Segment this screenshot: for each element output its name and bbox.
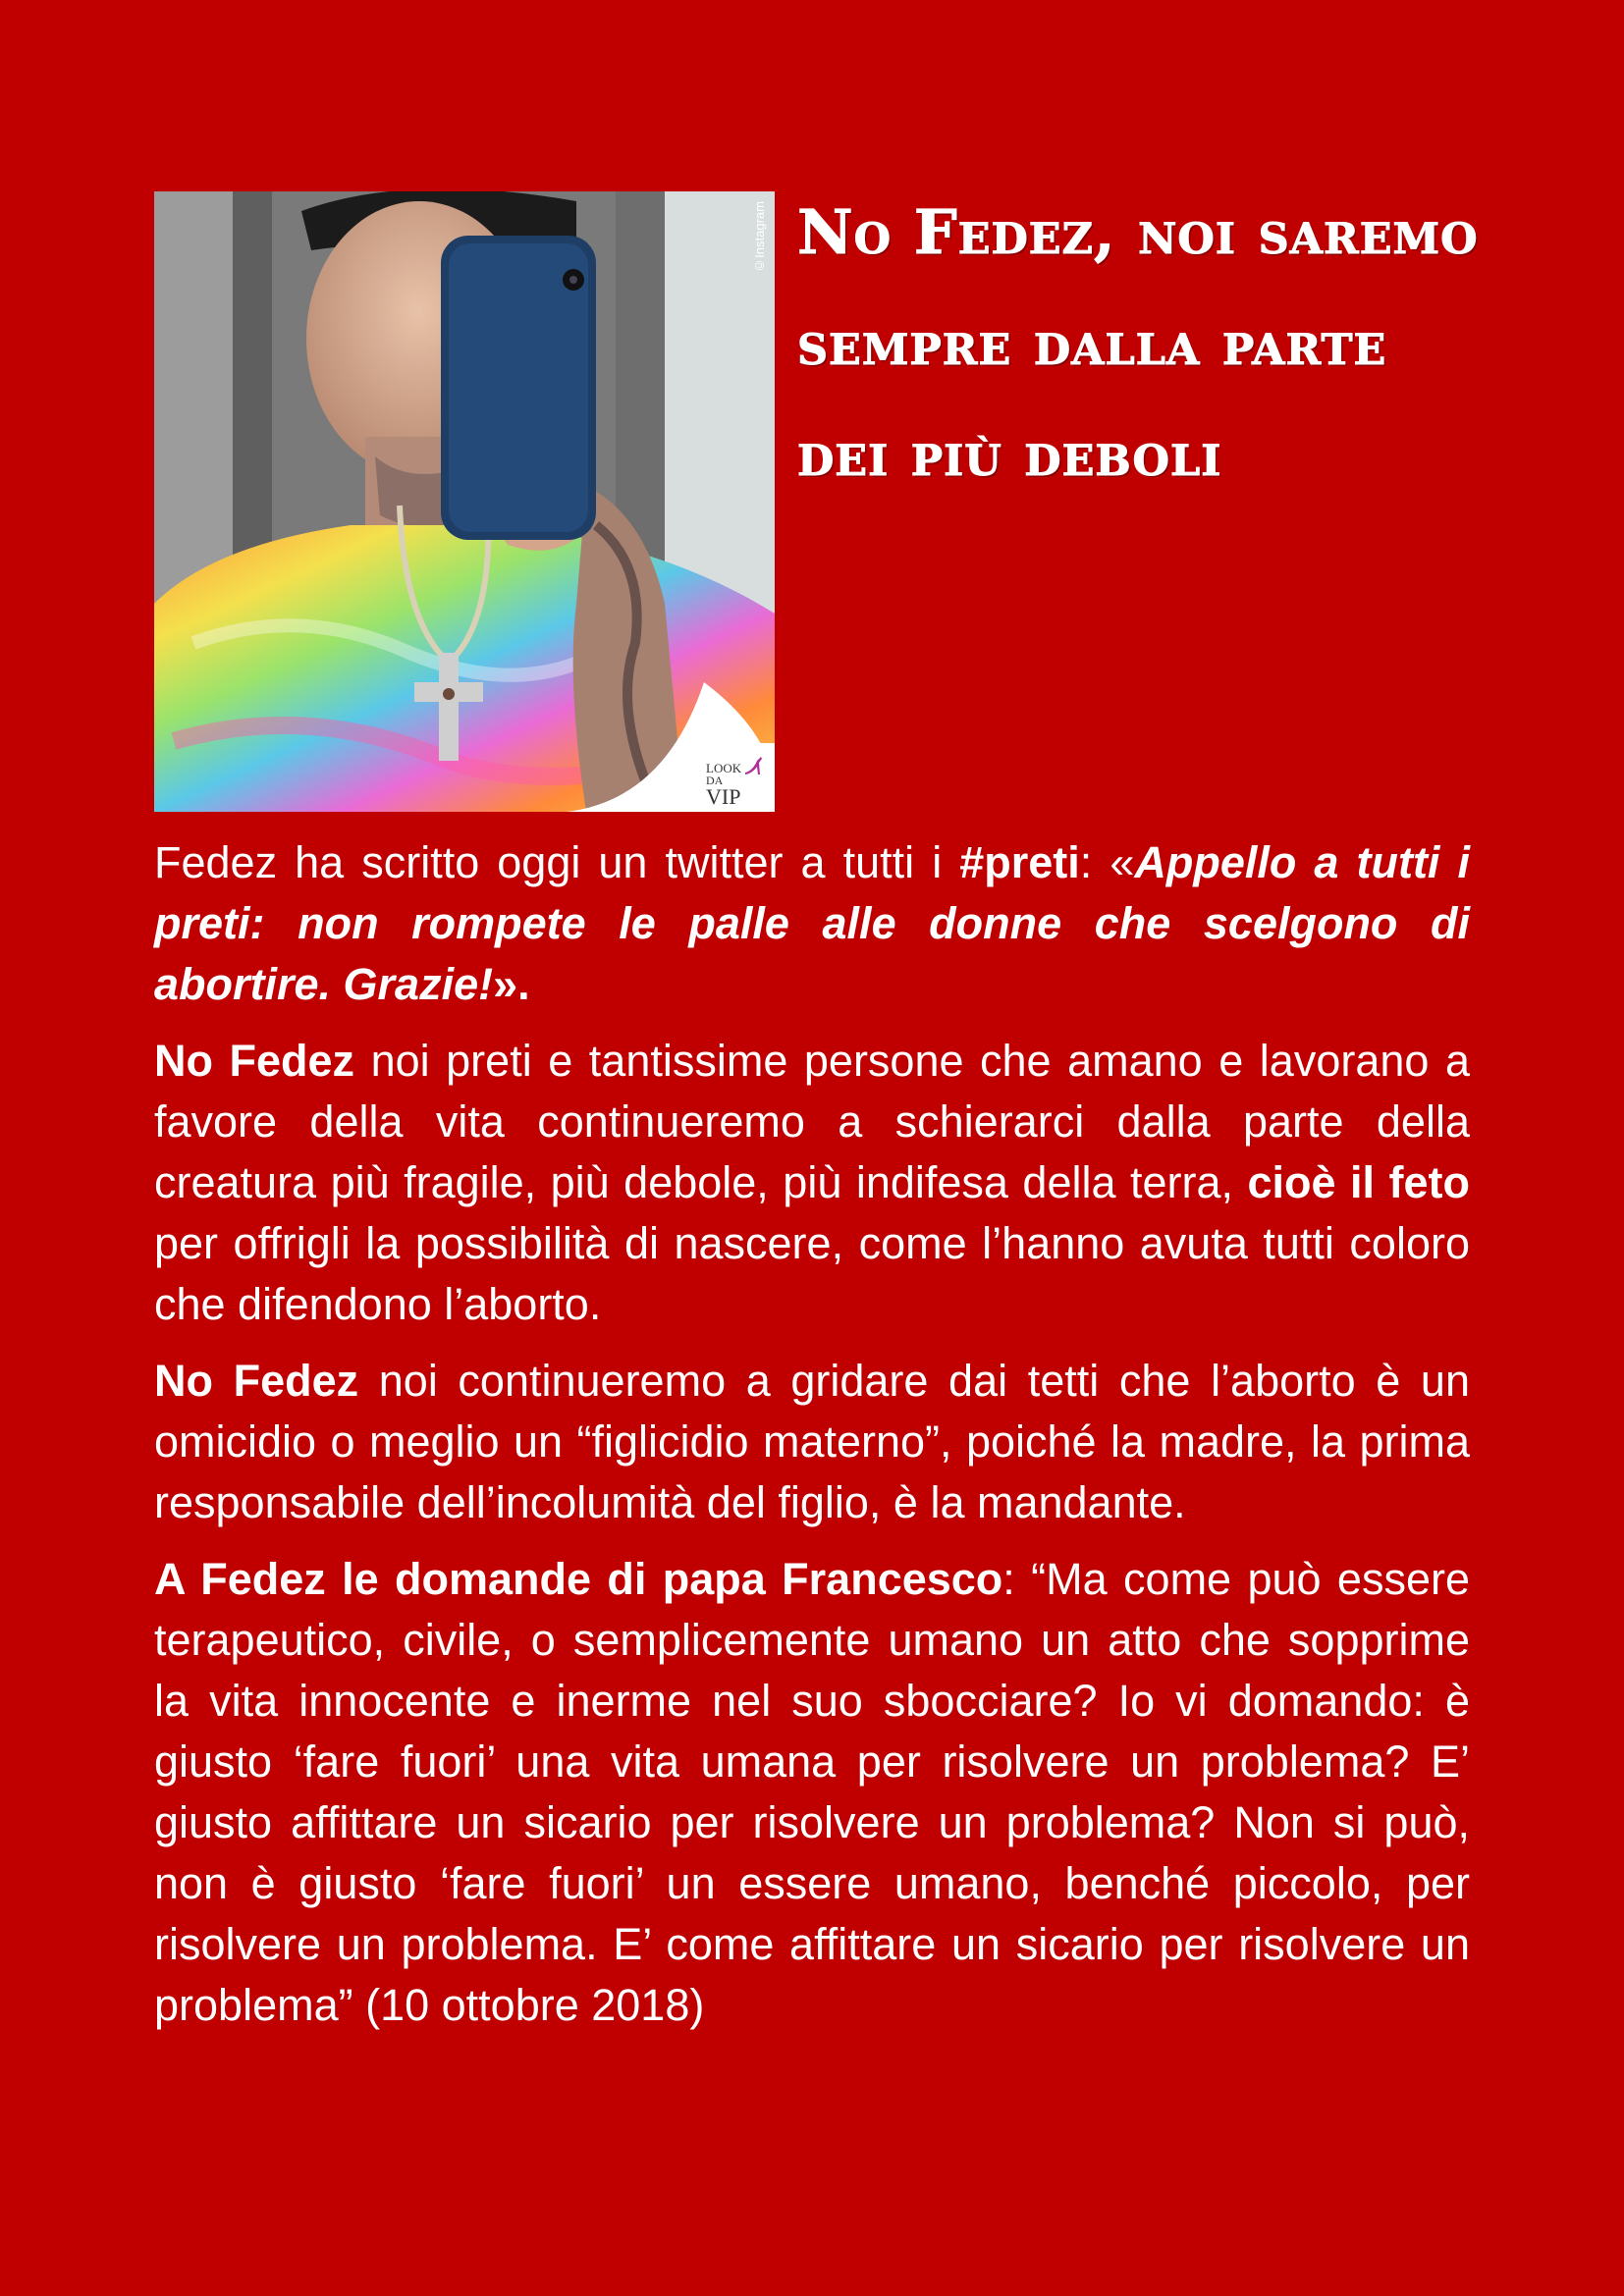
logo-line-2: DA (706, 774, 724, 787)
p1-quote-close: ». (493, 959, 530, 1009)
article-photo (154, 191, 775, 812)
logo-line-1: LOOK (706, 761, 742, 775)
p1-quote-open: : « (1079, 837, 1135, 887)
p2-text: noi preti e tantissime persone che amano e lavorano a favore della vita continueremo a schierarci dalla parte della creatura più fragile, più debole, più indifesa della terra, (154, 1036, 1470, 1207)
photo-credit: ©Instagram (752, 201, 767, 273)
paragraph-tweet (154, 832, 1470, 1015)
p1-tweet-quote: Appello a tutti i preti: non rompete le palle alle donne che scelgono di abortire. Grazie! (154, 837, 1470, 1009)
p2-emphasis: cioè il feto (1247, 1157, 1470, 1207)
paragraph-no-fedez-2 (154, 1351, 1470, 1533)
p4-lead: A Fedez le domande di papa Francesco (154, 1554, 1003, 1604)
p3-lead: No Fedez (154, 1356, 359, 1406)
p3-text: noi continueremo a gridare dai tetti che l’aborto è un omicidio o meglio un “figlicidio materno”, poiché la madre, la prima responsabile dell’incolumità del figlio, è la mandante. (154, 1356, 1470, 1527)
p2-lead: No Fedez (154, 1036, 355, 1086)
paragraph-papa-francesco (154, 1549, 1470, 2036)
p1-text: Fedez ha scritto oggi un twitter a tutti i (154, 837, 960, 887)
p1-hashtag: #preti (959, 837, 1080, 887)
paragraph-no-fedez-1 (154, 1031, 1470, 1335)
logo-line-3: VIP (706, 784, 741, 809)
p4-text: : “Ma come può essere terapeutico, civile, o semplicemente umano un atto che sopprime la vita innocente e inerme nel suo sbocciare? Io vi domando: è giusto ‘fare fuori’ una vita umana per risolvere un problema? E’ giusto affittare un sicario per risolvere un problema? Non si può, non è giusto ‘fare fuori’ un essere umano, benché piccolo, per risolvere un problema. E’ come affittare un sicario per risolvere un problema” (10 ottobre 2018) (154, 1554, 1470, 2030)
selfie-illustration (154, 191, 775, 812)
look-da-vip-logo (706, 762, 767, 808)
article-title: No Fedez, noi saremo sempre dalla parte dei più deboli (797, 196, 1479, 490)
article-body (154, 832, 1470, 2052)
p2-text-end: per offrigli la possibilità di nascere, come l’hanno avuta tutti coloro che difendono l’aborto. (154, 1218, 1470, 1329)
